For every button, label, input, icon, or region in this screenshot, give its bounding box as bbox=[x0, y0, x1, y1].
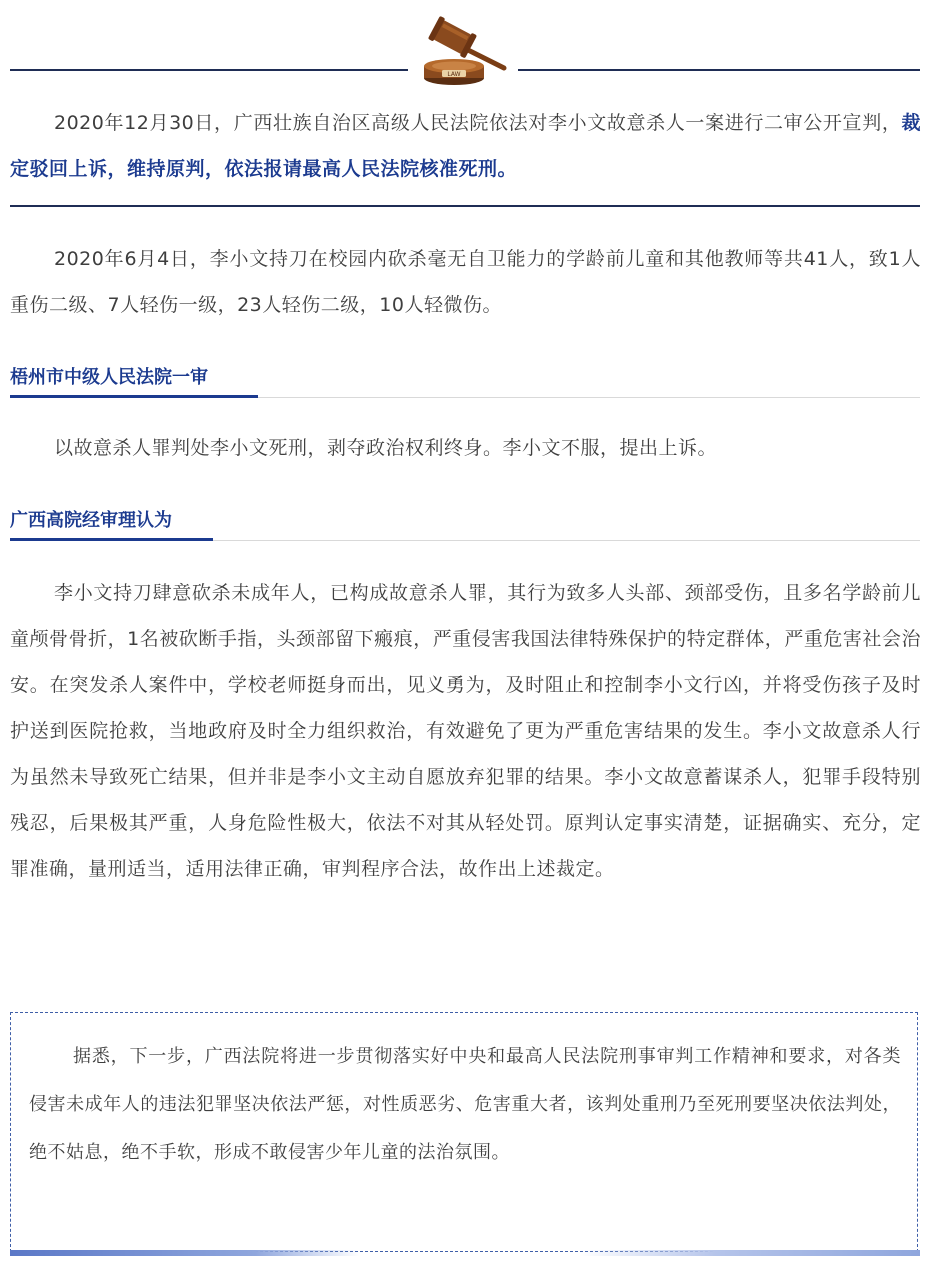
header-rule-left bbox=[10, 69, 408, 71]
intro-rule bbox=[10, 205, 920, 207]
section-underline-accent bbox=[10, 538, 213, 541]
footer-bar-left bbox=[10, 1250, 360, 1256]
intro-verdict: 裁定驳回上诉，维持原判，依法报请最高人民法院核准死刑。 bbox=[10, 112, 921, 180]
background-paragraph: 2020年6月4日，李小文持刀在校园内砍杀毫无自卫能力的学龄前儿童和其他教师等共41人，致1人重伤二级、7人轻伤一级，23人轻伤二级，10人轻微伤。 bbox=[10, 248, 921, 316]
intro-paragraph bbox=[10, 100, 921, 192]
high-court-paragraph: 李小文持刀肆意砍杀未成年人，已构成故意杀人罪，其行为致多人头部、颈部受伤，且多名学龄前儿童颅骨骨折，1名被砍断手指，头颈部留下瘢痕，严重侵害我国法律特殊保护的特定群体，严重危害社会治安。在突发杀人案件中，学校老师挺身而出，见义勇为，及时阻止和控制李小文行凶，并将受伤孩子及时护送到医院抢救，当地政府及时全力组织救治，有效避免了更为严重危害结果的发生。李小文故意杀人行为虽然未导致死亡结果，但并非是李小文主动自愿放弃犯罪的结果。李小文故意蓄谋杀人，犯罪手段特别残忍，后果极其严重，人身危险性极大，依法不对其从轻处罚。原判认定事实清楚，证据确实、充分，定罪准确，量刑适当，适用法律正确，审判程序合法，故作出上述裁定。 bbox=[10, 582, 921, 880]
gavel-graphic bbox=[412, 14, 516, 90]
gavel-icon bbox=[412, 14, 516, 90]
intro-text: 2020年12月30日，广西壮族自治区高级人民法院依法对李小文故意杀人一案进行二审公开宣判， bbox=[54, 112, 902, 134]
note-box bbox=[10, 1012, 918, 1252]
header-rule-right bbox=[518, 69, 920, 71]
note-paragraph: 据悉，下一步，广西法院将进一步贯彻落实好中央和最高人民法院刑事审判工作精神和要求，对各类侵害未成年人的违法犯罪坚决依法严惩，对性质恶劣、危害重大者，该判处重刑乃至死刑要坚决依法判处，绝不姑息，绝不手软，形成不敢侵害少年儿童的法治氛围。 bbox=[29, 1046, 901, 1163]
footer-bar-right bbox=[580, 1250, 920, 1256]
section-header-high-court bbox=[10, 507, 920, 541]
section-underline-accent bbox=[10, 395, 258, 398]
section-header-first-instance bbox=[10, 364, 920, 398]
section-title-first-instance: 梧州市中级人民法院一审 bbox=[10, 367, 208, 388]
section-title-high-court: 广西高院经审理认为 bbox=[10, 510, 172, 531]
gavel-label: LAW bbox=[447, 71, 461, 78]
first-instance-paragraph: 以故意杀人罪判处李小文死刑，剥夺政治权利终身。李小文不服，提出上诉。 bbox=[54, 437, 718, 459]
